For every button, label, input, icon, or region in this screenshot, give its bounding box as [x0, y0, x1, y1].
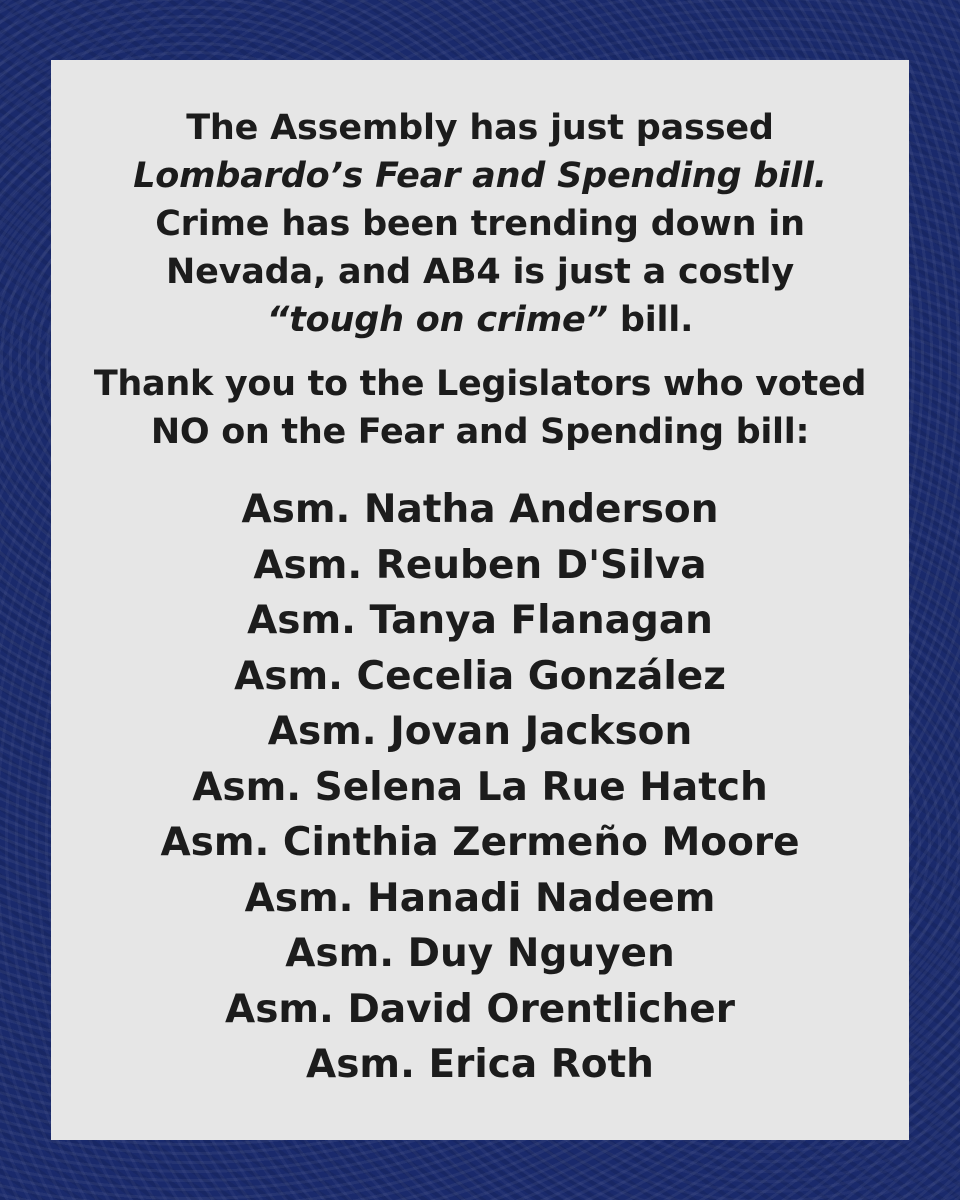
- intro-paragraph: [51, 104, 909, 344]
- intro-line-4: Nevada, and AB4 is just a costly: [166, 252, 794, 292]
- thanks-line-2: NO on the Fear and Spending bill:: [150, 412, 810, 452]
- legislator-name: Asm. Cecelia González: [234, 653, 726, 699]
- legislator-name: Asm. David Orentlicher: [225, 986, 735, 1032]
- legislator-name: Asm. Natha Anderson: [241, 487, 719, 532]
- thanks-paragraph: [51, 360, 909, 456]
- message-card: [51, 60, 909, 1140]
- legislator-name: Asm. Selena La Rue Hatch: [192, 764, 768, 810]
- legislator-name: Asm. Reuben D'Silva: [253, 542, 707, 588]
- bill-name: Lombardo’s Fear and Spending bill.: [133, 156, 827, 196]
- legislator-name: Asm. Duy Nguyen: [285, 931, 675, 976]
- quoted-phrase: “tough on crime”: [266, 300, 608, 340]
- intro-line-1: The Assembly has just passed: [186, 108, 774, 148]
- legislator-name: Asm. Erica Roth: [306, 1042, 654, 1087]
- legislator-name: Asm. Hanadi Nadeem: [244, 875, 716, 921]
- legislator-name: Asm. Cinthia Zermeño Moore: [160, 820, 800, 865]
- thanks-line-1: Thank you to the Legislators who voted: [93, 364, 867, 404]
- intro-line-3: Crime has been trending down in: [155, 204, 805, 244]
- intro-line-5-rest: bill.: [607, 300, 694, 340]
- legislator-name: Asm. Jovan Jackson: [267, 709, 693, 754]
- legislator-name: Asm. Tanya Flanagan: [247, 598, 713, 643]
- intro-line-2: [51, 152, 909, 200]
- intro-line-5: [51, 296, 909, 344]
- legislator-list: [51, 482, 909, 1093]
